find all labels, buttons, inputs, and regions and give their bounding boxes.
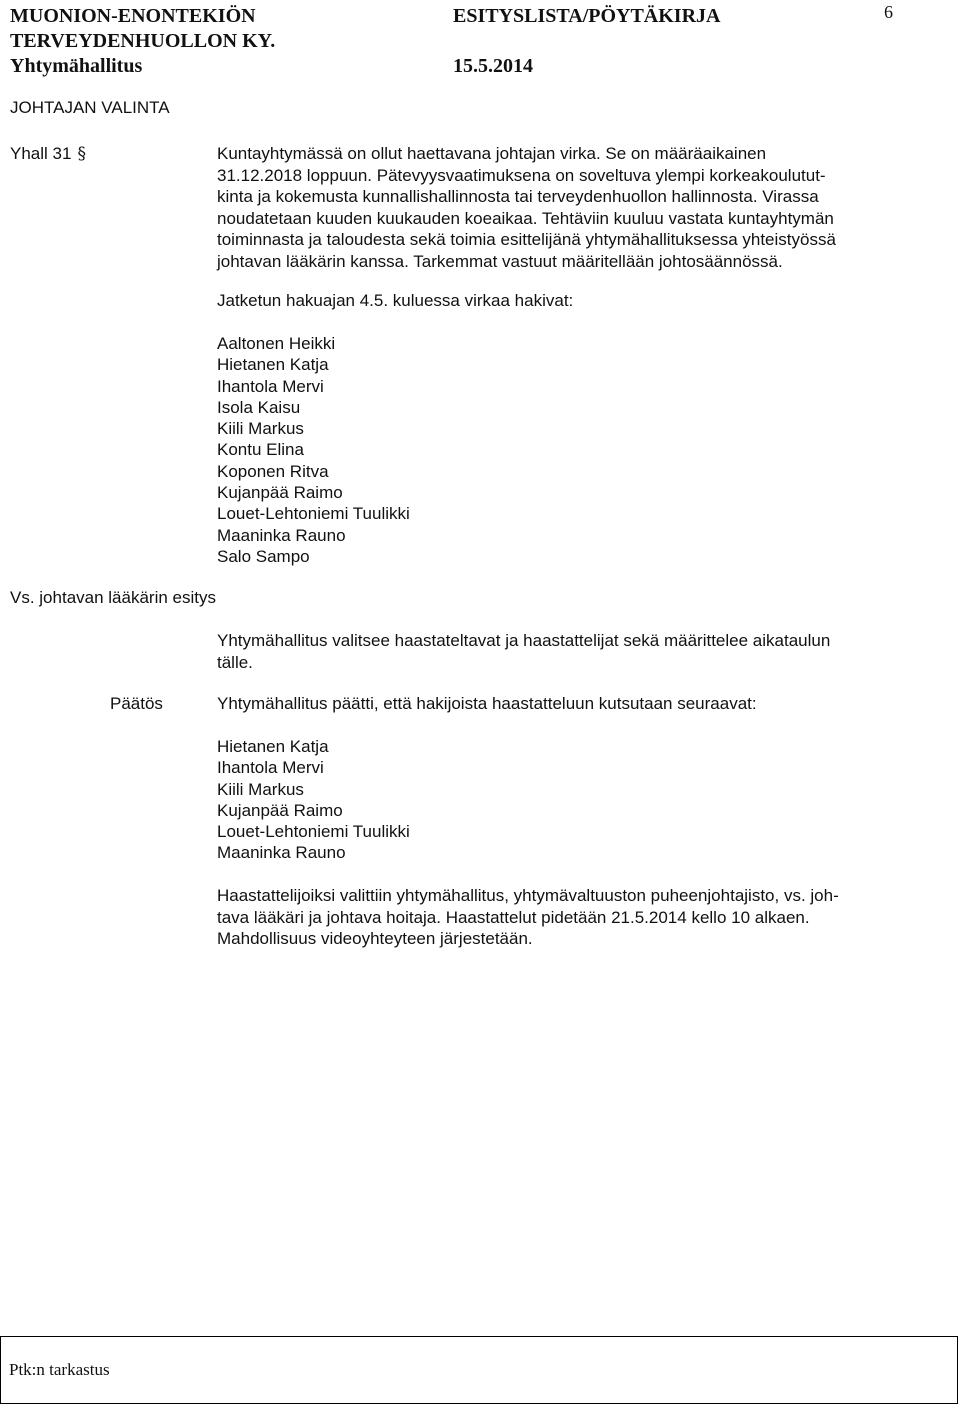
page-number: 6	[884, 2, 893, 22]
applicant-name: Maaninka Rauno	[217, 525, 346, 545]
document-type: ESITYSLISTA/PÖYTÄKIRJA	[453, 5, 721, 27]
intro-line: kinta ja kokemusta kunnallishallinnosta tai terveydenhuollon hallinnosta. Virassa	[217, 187, 819, 206]
review-footer-box	[0, 1336, 958, 1404]
proposal-label: Vs. johtavan lääkärin esitys	[10, 588, 216, 607]
applicant-name: Isola Kaisu	[217, 397, 301, 417]
meeting-date: 15.5.2014	[453, 55, 533, 77]
closing-line: Haastattelijoiksi valittiin yhtymähallitus, yhtymävaltuuston puheenjohtajisto, vs. joh-	[217, 886, 839, 905]
interviewee-name: Maaninka Rauno	[217, 843, 346, 863]
proposal-text	[217, 630, 897, 673]
applicant-name: Ihantola Mervi	[217, 376, 324, 396]
section-title: JOHTAJAN VALINTA	[10, 98, 170, 117]
intro-line: Kuntayhtymässä on ollut haettavana johtajan virka. Se on määräaikainen	[217, 144, 767, 163]
item-ref-label: Yhall 31	[10, 144, 72, 163]
closing-paragraph	[217, 885, 897, 950]
proposal-line: tälle.	[217, 652, 253, 672]
body-name: Yhtymähallitus	[10, 55, 143, 77]
interviewees-list	[217, 736, 897, 864]
review-footer-label: Ptk:n tarkastus	[9, 1360, 110, 1379]
paragraph-symbol: §	[77, 144, 86, 164]
intro-line: johtavan lääkärin kanssa. Tarkemmat vastuut määritellään johtosäännössä.	[217, 251, 783, 271]
interviewee-name: Hietanen Katja	[217, 737, 329, 756]
closing-line: tava lääkäri ja johtava hoitaja. Haastattelut pidetään 21.5.2014 kello 10 alkaen.	[217, 907, 810, 927]
proposal-line: Yhtymähallitus valitsee haastateltavat ja haastattelijat sekä määrittelee aikataulun	[217, 631, 831, 650]
org-name-line1: MUONION-ENONTEKIÖN	[10, 5, 256, 27]
applicant-name: Salo Sampo	[217, 546, 310, 566]
applicant-name: Aaltonen Heikki	[217, 334, 336, 353]
intro-line: noudatetaan kuuden kuukauden koeaikaa. Tehtäviin kuuluu vastata kuntayhtymän	[217, 208, 834, 228]
applicant-name: Hietanen Katja	[217, 355, 329, 375]
applicant-name: Kujanpää Raimo	[217, 483, 343, 503]
applicant-name: Kontu Elina	[217, 440, 304, 460]
intro-line: 31.12.2018 loppuun. Pätevyysvaatimuksena on soveltuva ylempi korkeakoulutut-	[217, 165, 826, 185]
decision-text: Yhtymähallitus päätti, että hakijoista haastatteluun kutsutaan seuraavat:	[217, 694, 757, 713]
applicants-list	[217, 333, 897, 567]
intro-line: toiminnasta ja taloudesta sekä toimia esittelijänä yhtymähallituksessa yhteistyössä	[217, 230, 836, 249]
org-name-line2: TERVEYDENHUOLLON KY.	[10, 30, 276, 52]
applicant-name: Louet-Lehtoniemi Tuulikki	[217, 504, 410, 524]
decision-label: Päätös	[110, 694, 163, 713]
interviewee-name: Ihantola Mervi	[217, 758, 324, 778]
interviewee-name: Louet-Lehtoniemi Tuulikki	[217, 822, 410, 842]
interviewee-name: Kiili Markus	[217, 779, 304, 799]
intro-paragraph	[217, 143, 897, 272]
item-reference	[10, 143, 86, 165]
interviewee-name: Kujanpää Raimo	[217, 800, 343, 820]
closing-line: Mahdollisuus videoyhteyteen järjestetään.	[217, 929, 533, 948]
applicant-name: Kiili Markus	[217, 419, 304, 439]
applicants-intro: Jatketun hakuajan 4.5. kuluessa virkaa hakivat:	[217, 291, 574, 310]
applicant-name: Koponen Ritva	[217, 461, 329, 481]
